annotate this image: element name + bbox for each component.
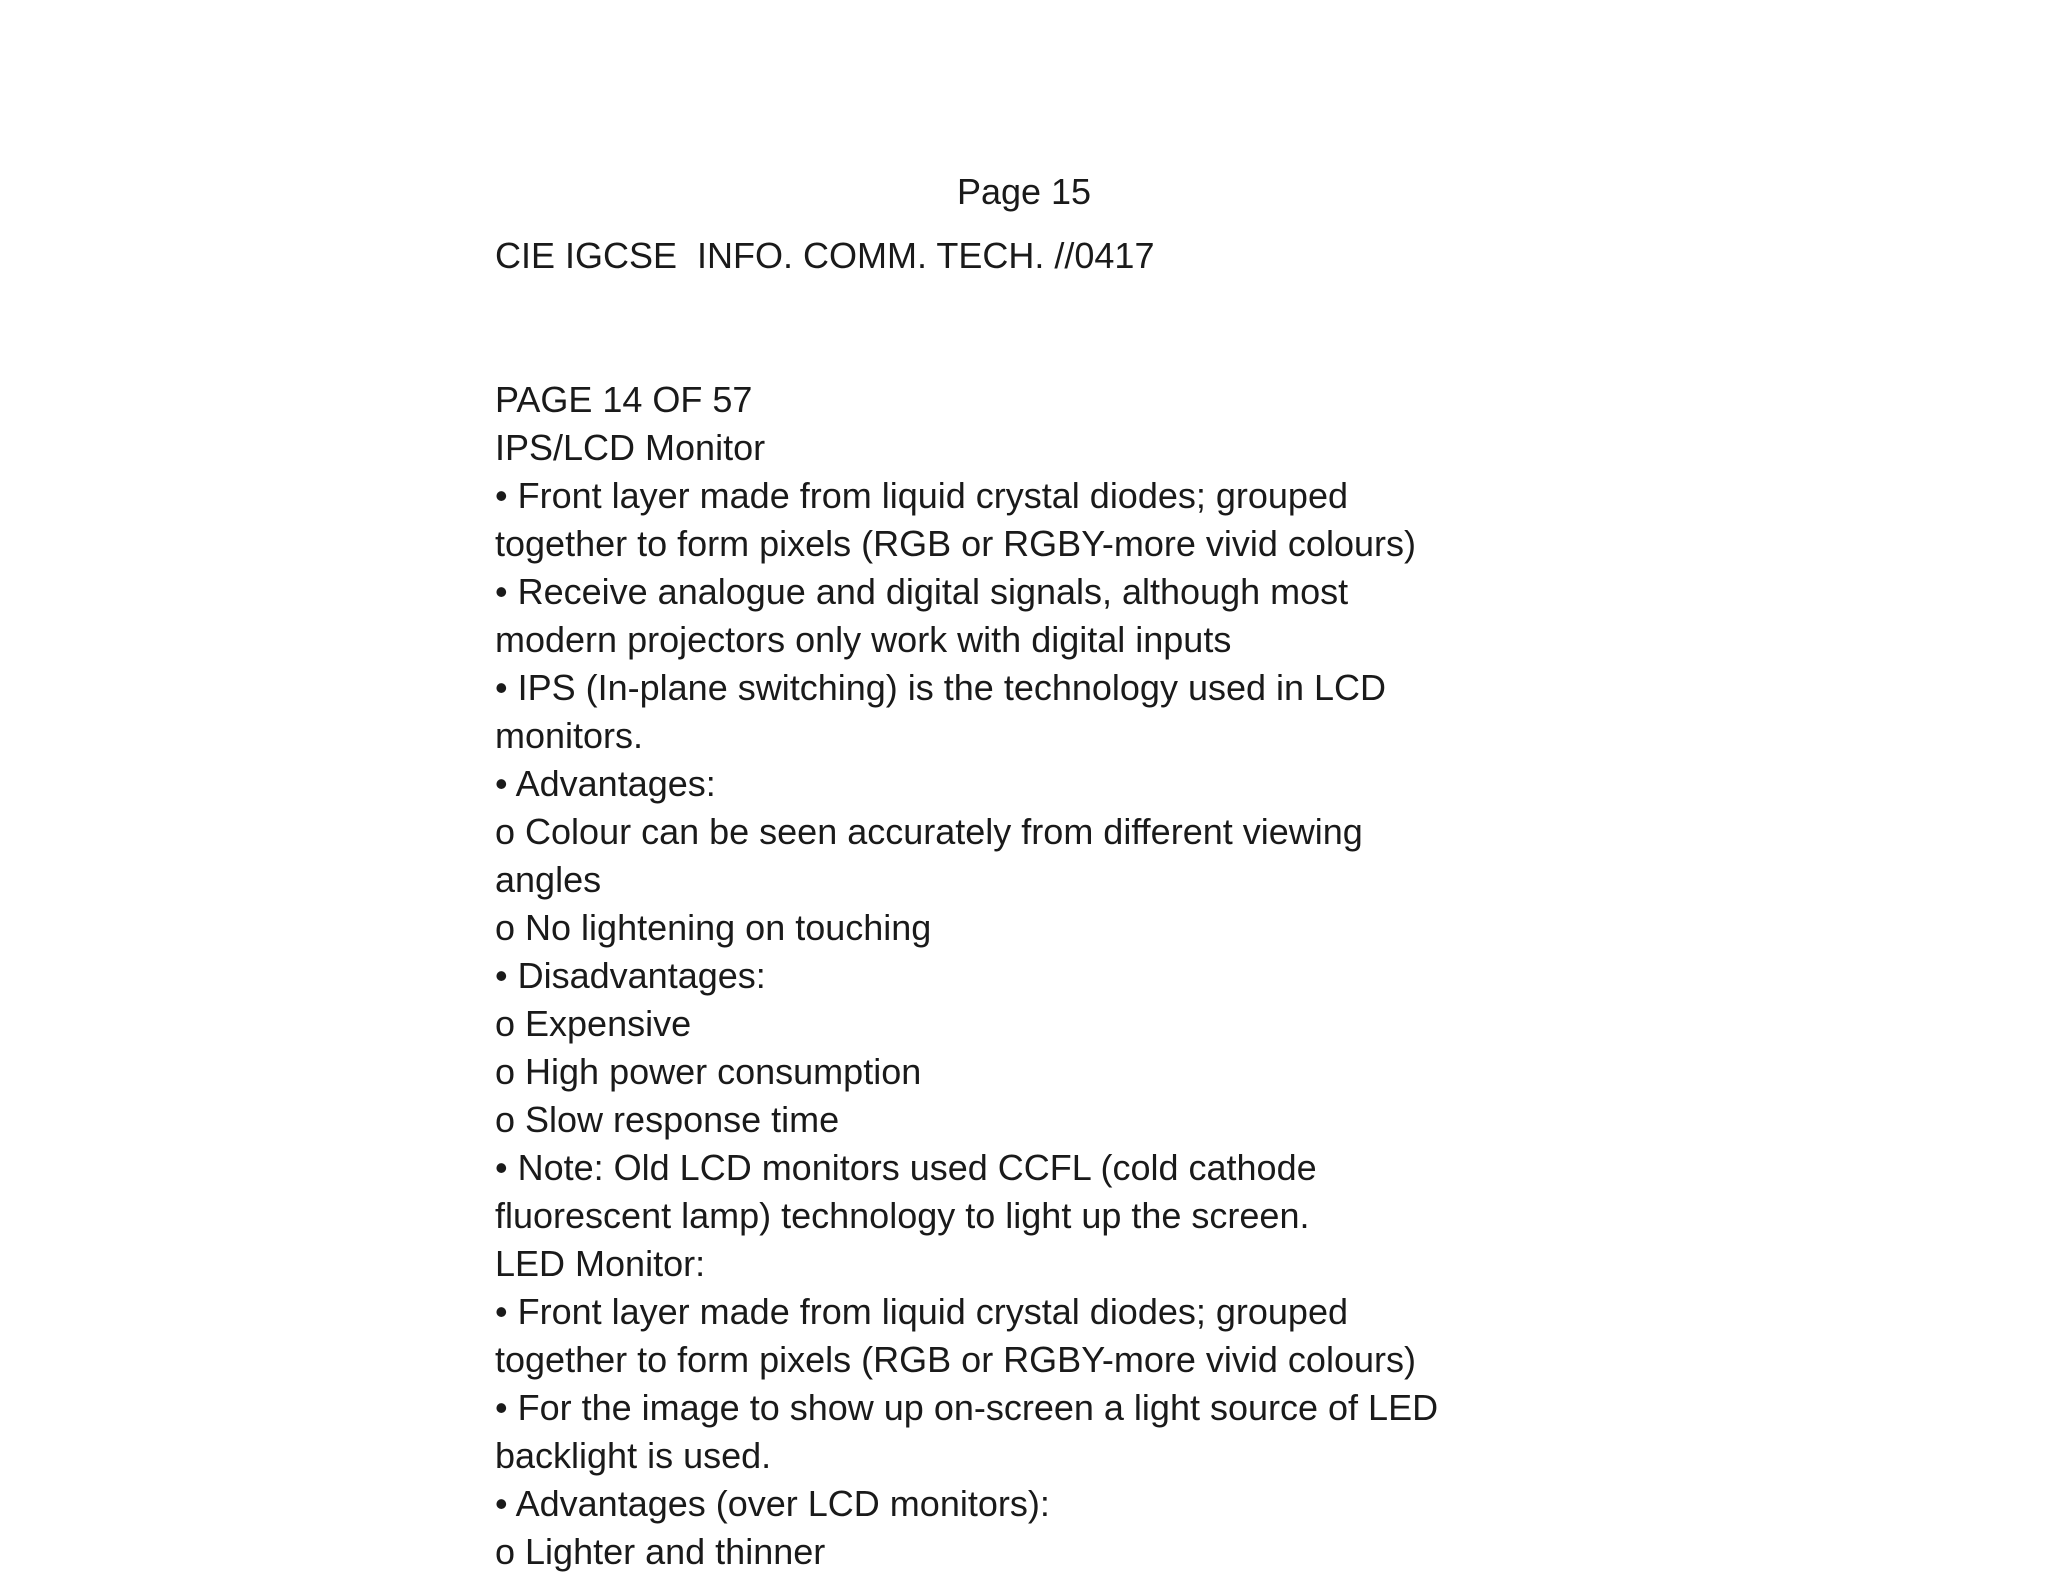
text-line: modern projectors only work with digital inputs (495, 619, 1232, 660)
text-line: together to form pixels (RGB or RGBY-more vivid colours) (495, 523, 1416, 564)
text-line: • IPS (In-plane switching) is the technology used in LCD (495, 667, 1387, 708)
text-line: • Front layer made from liquid crystal diodes; grouped (495, 1291, 1348, 1332)
text-line: together to form pixels (RGB or RGBY-more vivid colours) (495, 1339, 1416, 1380)
text-line: • Disadvantages: (495, 955, 766, 996)
text-line: • Receive analogue and digital signals, although most (495, 571, 1349, 612)
text-line: • Advantages (over LCD monitors): (495, 1483, 1050, 1524)
text-line: o Expensive (495, 1003, 692, 1044)
page-number: Page 15 (956, 171, 1092, 212)
text-line: monitors. (495, 715, 644, 756)
text-line: o Lighter and thinner (495, 1531, 826, 1572)
text-line: o No lightening on touching (495, 907, 932, 948)
section-heading-ips-lcd: IPS/LCD Monitor (495, 427, 766, 468)
text-line: • For the image to show up on-screen a light source of LED (495, 1387, 1439, 1428)
text-line: • Front layer made from liquid crystal diodes; grouped (495, 475, 1348, 516)
text-line: angles (495, 859, 602, 900)
section-heading-led: LED Monitor: (495, 1243, 706, 1284)
text-line: o High power consumption (495, 1051, 922, 1092)
text-line: • Advantages: (495, 763, 716, 804)
course-header: CIE IGCSE INFO. COMM. TECH. //0417 (495, 235, 1155, 276)
text-line: • Note: Old LCD monitors used CCFL (cold cathode (495, 1147, 1317, 1188)
text-line: o Slow response time (495, 1099, 840, 1140)
page-of-label: PAGE 14 OF 57 (495, 379, 753, 420)
text-line: fluorescent lamp) technology to light up the screen. (495, 1195, 1310, 1236)
page-body (495, 376, 1475, 1576)
text-line: o Colour can be seen accurately from different viewing (495, 811, 1363, 852)
text-line: backlight is used. (495, 1435, 772, 1476)
